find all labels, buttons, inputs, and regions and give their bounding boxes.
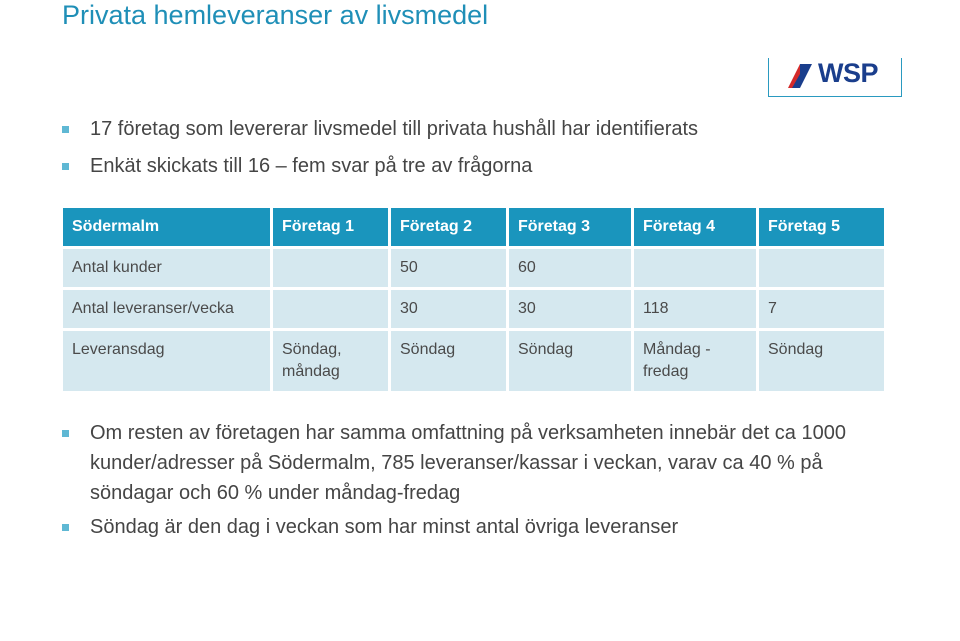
header-cell: Företag 4 [634, 208, 756, 246]
bullet-item: Om resten av företagen har samma omfattning på verksamheten innebär det ca 1000 kunder/adresser på Södermalm, 785 leveranser/kassar i veckan, varav ca 40 % på söndagar och 60 % under måndag-fredag [62, 418, 892, 508]
header-cell: Södermalm [63, 208, 270, 246]
table-row [63, 290, 884, 328]
page-title: Privata hemleveranser av livsmedel [62, 0, 489, 30]
table-row [63, 249, 884, 287]
table-cell: 30 [391, 290, 506, 328]
bullet-item: Söndag är den dag i veckan som har minst antal övriga leveranser [62, 512, 892, 542]
header-cell: Företag 5 [759, 208, 884, 246]
wsp-logo-text: WSP [818, 58, 879, 88]
table-cell [759, 249, 884, 287]
table-cell: 7 [759, 290, 884, 328]
table-cell: Antal kunder [63, 249, 270, 287]
intro-bullet-list [62, 117, 698, 191]
table-cell [273, 249, 388, 287]
table-cell: Söndag, måndag [273, 331, 388, 391]
table-cell: 30 [509, 290, 631, 328]
bullet-item: Enkät skickats till 16 – fem svar på tre av frågorna [62, 154, 698, 178]
table-cell [273, 290, 388, 328]
header-cell: Företag 2 [391, 208, 506, 246]
bullet-item: 17 företag som levererar livsmedel till privata hushåll har identifierats [62, 117, 698, 141]
table-cell: Leveransdag [63, 331, 270, 391]
header-cell: Företag 1 [273, 208, 388, 246]
wsp-logo-icon [786, 60, 816, 90]
table-cell: 118 [634, 290, 756, 328]
header-cell: Företag 3 [509, 208, 631, 246]
table-cell: 60 [509, 249, 631, 287]
table-cell: Antal leveranser/vecka [63, 290, 270, 328]
table-header-row [63, 208, 884, 246]
table-cell [634, 249, 756, 287]
delivery-table [60, 205, 887, 394]
table-cell: Måndag - fredag [634, 331, 756, 391]
table-cell: Söndag [509, 331, 631, 391]
table-cell: Söndag [391, 331, 506, 391]
table-cell: 50 [391, 249, 506, 287]
table-row [63, 331, 884, 391]
summary-bullet-list [62, 418, 892, 546]
table-cell: Söndag [759, 331, 884, 391]
